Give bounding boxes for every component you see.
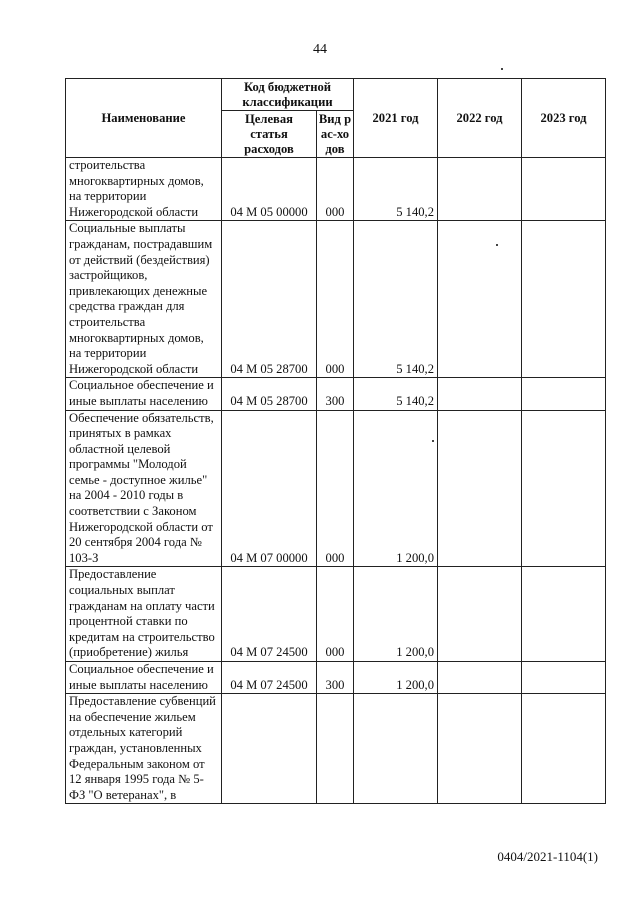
table-row — [66, 694, 606, 804]
row-type: 300 — [317, 662, 354, 694]
header-2022: 2022 год — [438, 79, 522, 158]
row-2022 — [438, 567, 522, 662]
row-code: 04 М 05 28700 — [222, 221, 317, 378]
table-row — [66, 378, 606, 410]
row-code — [222, 694, 317, 804]
row-code: 04 М 05 28700 — [222, 378, 317, 410]
row-2022 — [438, 158, 522, 221]
header-target-article: Целевая статья расходов — [222, 111, 317, 158]
row-2021: 1 200,0 — [354, 567, 438, 662]
header-code-group: Код бюджетной классификации — [222, 79, 354, 111]
table-row — [66, 567, 606, 662]
row-2023 — [522, 694, 606, 804]
table-row — [66, 410, 606, 567]
header-name: Наименование — [66, 79, 222, 158]
document-code: 0404/2021-1104(1) — [497, 849, 598, 864]
row-code: 04 М 07 00000 — [222, 410, 317, 567]
row-type: 000 — [317, 567, 354, 662]
row-name: Предоставление субвенций на обеспечение жильем отдельных категорий граждан, установленных Федеральным законом от 12 января 1995 года № 5-ФЗ "О ветеранах", в — [66, 694, 222, 804]
row-2022 — [438, 378, 522, 410]
row-2023 — [522, 158, 606, 221]
budget-table — [65, 78, 606, 804]
row-type: 000 — [317, 221, 354, 378]
row-type: 000 — [317, 158, 354, 221]
row-type: 300 — [317, 378, 354, 410]
header-2021: 2021 год — [354, 79, 438, 158]
header-expense-type: Вид рас-ходов — [317, 111, 354, 158]
row-2023 — [522, 378, 606, 410]
row-name: Социальные выплаты гражданам, пострадавшим от действий (бездействия) застройщиков, привлекающих денежные средства граждан для строительства многоквартирных домов, на территории Нижегородской области — [66, 221, 222, 378]
table-row — [66, 221, 606, 378]
row-2022 — [438, 221, 522, 378]
row-2022 — [438, 694, 522, 804]
row-name: Социальное обеспечение и иные выплаты населению — [66, 662, 222, 694]
row-2022 — [438, 662, 522, 694]
row-name: строительства многоквартирных домов, на территории Нижегородской области — [66, 158, 222, 221]
row-type — [317, 694, 354, 804]
row-2021 — [354, 694, 438, 804]
row-2021: 1 200,0 — [354, 662, 438, 694]
row-code: 04 М 07 24500 — [222, 567, 317, 662]
row-2021: 5 140,2 — [354, 221, 438, 378]
row-2021: 5 140,2 — [354, 158, 438, 221]
header-2023: 2023 год — [522, 79, 606, 158]
row-2023 — [522, 567, 606, 662]
row-name: Социальное обеспечение и иные выплаты населению — [66, 378, 222, 410]
scan-speck — [501, 68, 503, 70]
table-row — [66, 662, 606, 694]
row-name: Обеспечение обязательств, принятых в рамках областной целевой программы "Молодой семье - доступное жилье" на 2004 - 2010 годы в соответствии с Законом Нижегородской области от 20 сентября 2004 года № 103-З — [66, 410, 222, 567]
row-code: 04 М 07 24500 — [222, 662, 317, 694]
row-type: 000 — [317, 410, 354, 567]
row-2022 — [438, 410, 522, 567]
row-2023 — [522, 221, 606, 378]
page-number: 44 — [313, 42, 327, 57]
row-2023 — [522, 662, 606, 694]
row-name: Предоставление социальных выплат гражданам на оплату части процентной ставки по кредитам на строительство (приобретение) жилья — [66, 567, 222, 662]
table-row — [66, 158, 606, 221]
row-code: 04 М 05 00000 — [222, 158, 317, 221]
row-2023 — [522, 410, 606, 567]
row-2021: 5 140,2 — [354, 378, 438, 410]
row-2021: 1 200,0 — [354, 410, 438, 567]
